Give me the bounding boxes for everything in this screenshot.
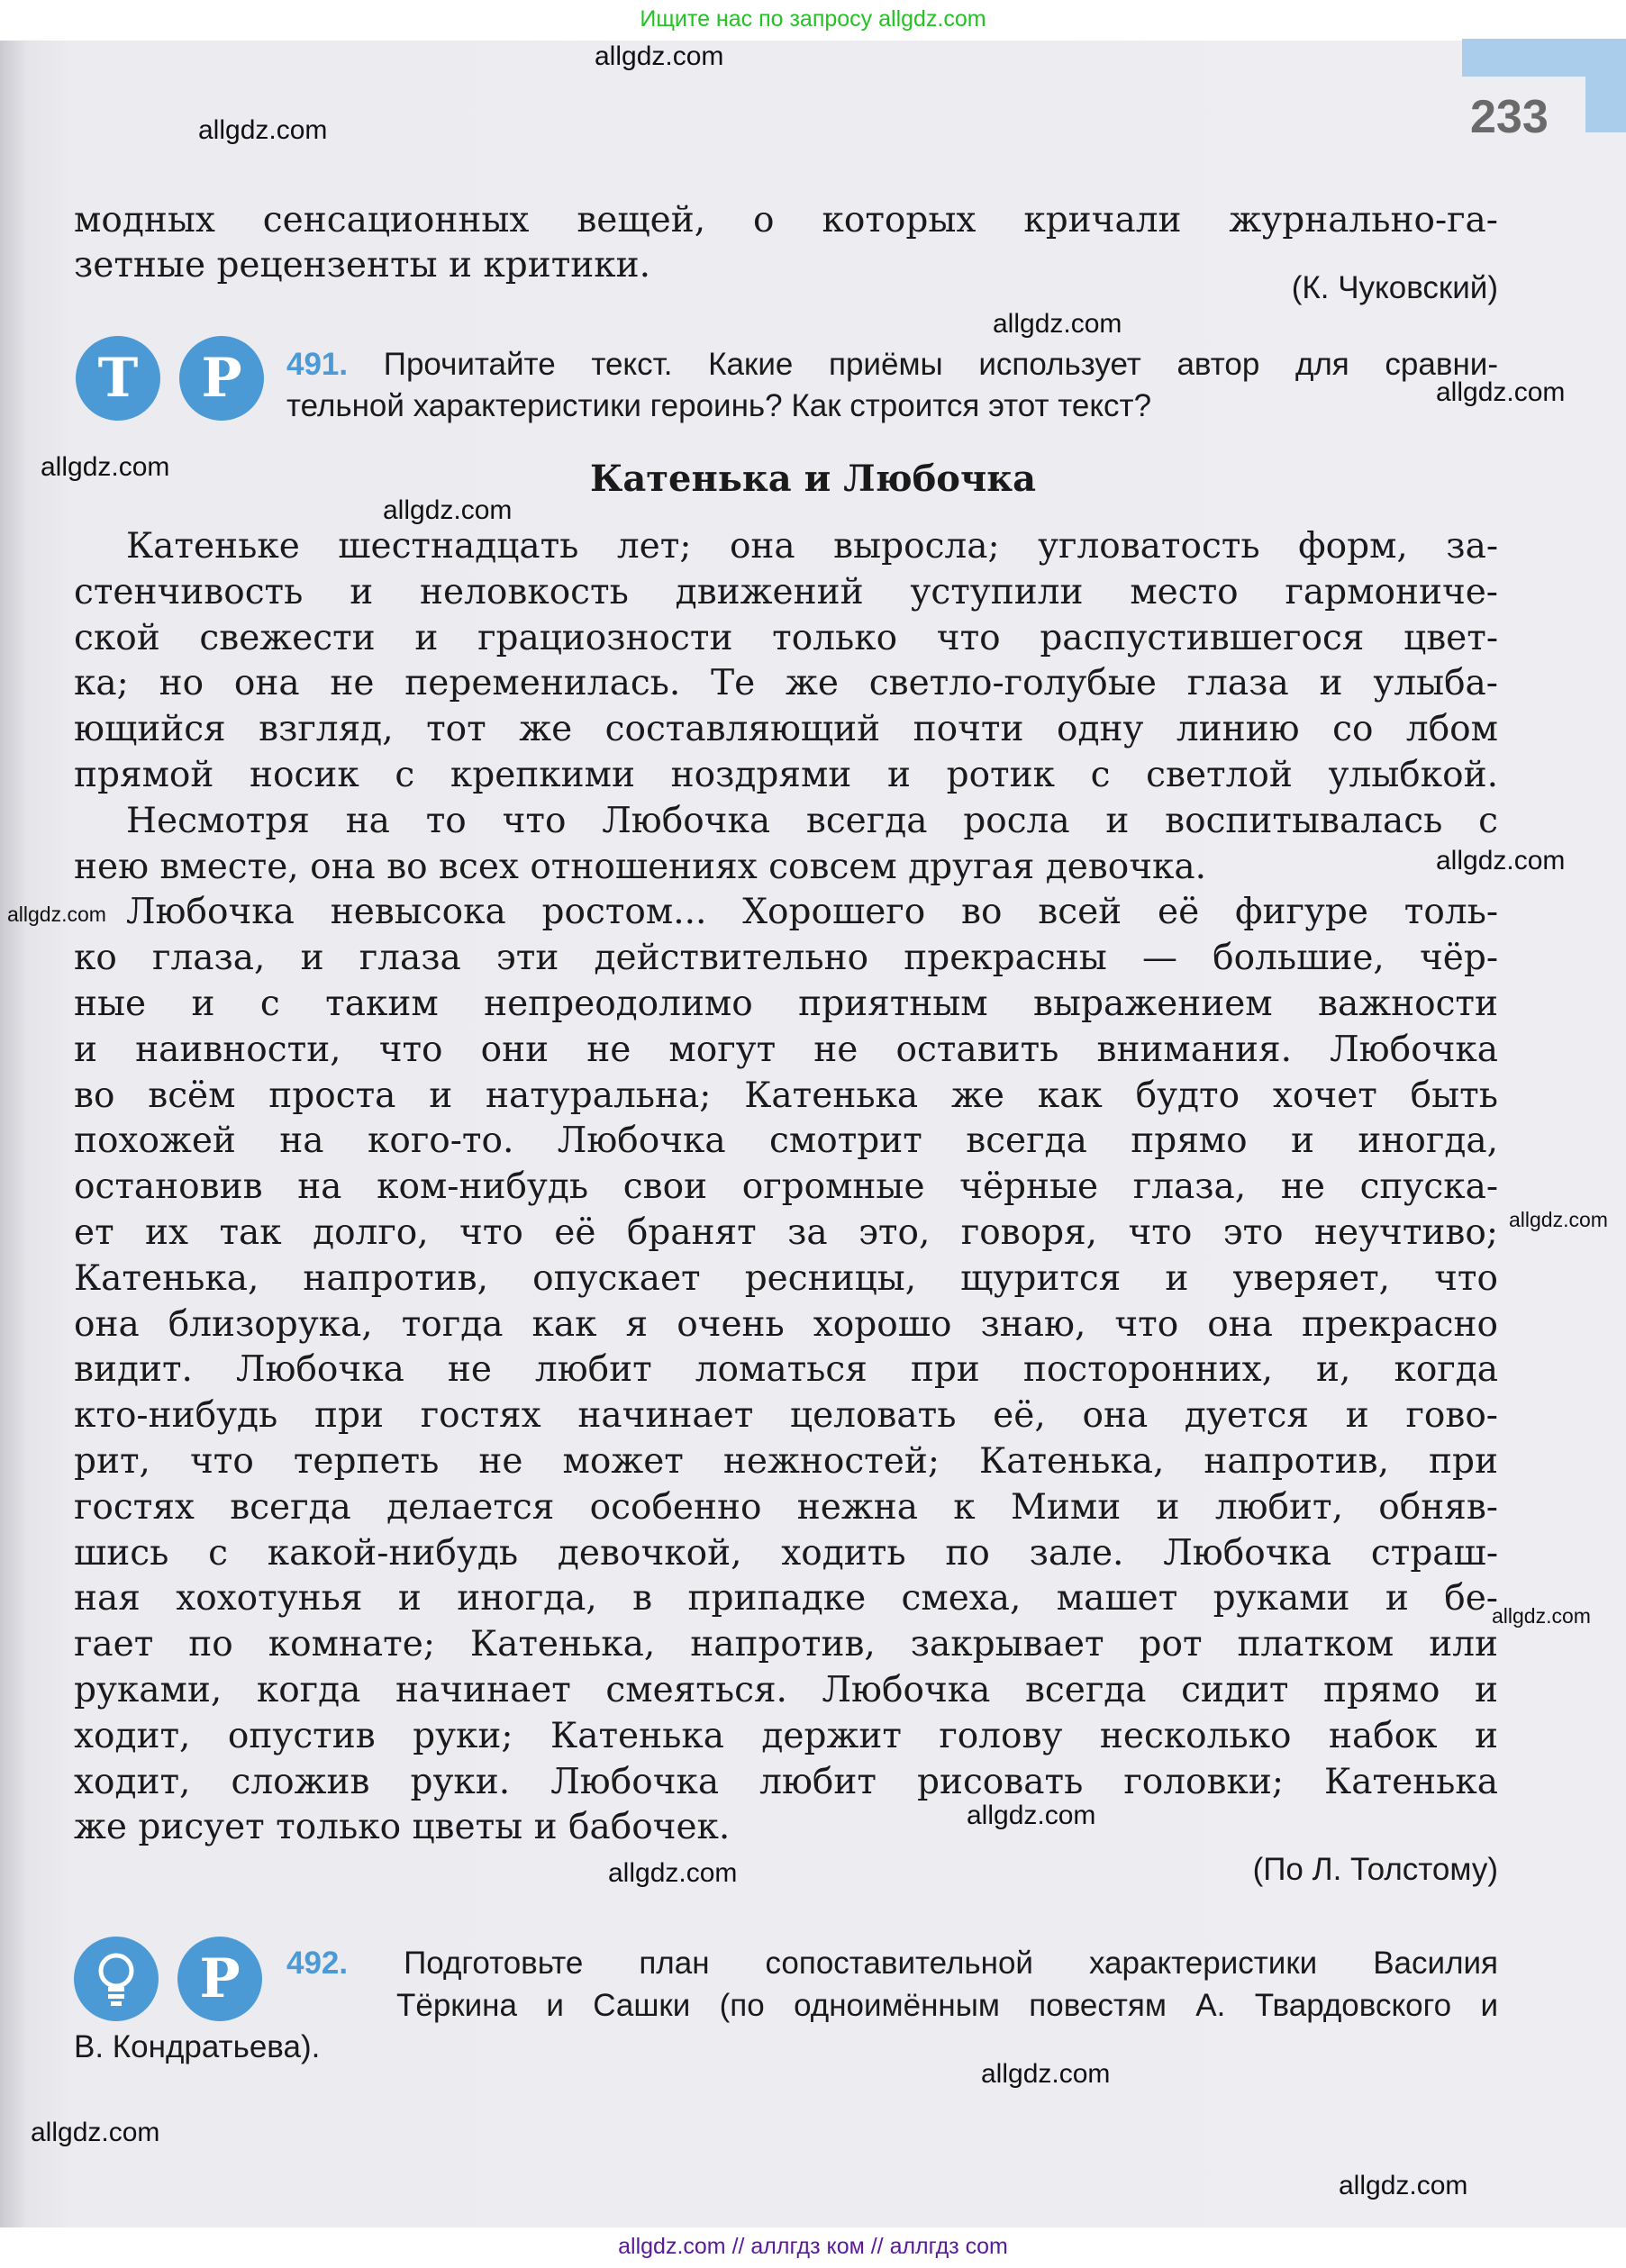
story-line: ходит, опустив руки; Катенька держит голову несколько набок и [74, 1715, 1498, 1756]
task-text: Прочитайте текст. Какие приёмы использует автор для сравни- [383, 347, 1498, 382]
story-line: Любочка невысока ростом... Хорошего во всей её фигуре толь- [126, 892, 1498, 933]
story-line: же рисует только цветы и бабочек. [74, 1807, 731, 1848]
story-line: гостях всегда делается особенно нежна к Мими и любит, обняв- [74, 1486, 1498, 1528]
story-author: (По Л. Толстому) [1252, 1852, 1498, 1887]
intro-line: зетные рецензенты и критики. [74, 245, 651, 286]
story-line: руками, когда начинает смеяться. Любочка всегда сидит прямо и [74, 1670, 1498, 1710]
watermark-text[interactable]: allgdz.com [41, 452, 170, 482]
watermark-text[interactable]: allgdz.com [608, 1858, 738, 1888]
story-line: ходит, сложив руки. Любочка любит рисовать головки; Катенька [74, 1761, 1498, 1802]
story-line: ет их так долго, что её бранят за это, говоря, что это неучтиво; [74, 1212, 1498, 1253]
bottom-banner-text[interactable]: allgdz.com // аллгдз ком // аллгдз com [618, 2234, 1008, 2259]
task-491-line: тельной характеристики героинь? Как строится этот текст? [286, 388, 1152, 423]
story-line: остановив на ком-нибудь свои огромные чёрные глаза, не спуска- [74, 1166, 1498, 1208]
story-line: прямой носик с крепкими ноздрями и ротик с светлой улыбкой. [74, 755, 1498, 795]
badge-t-icon: Т [76, 336, 160, 421]
page-number: 233 [1470, 91, 1549, 143]
story-line: стенчивость и неловкость движений уступили место гармониче- [74, 571, 1498, 612]
intro-line: модных сенсационных вещей, о которых кричали журнально-га- [74, 200, 1498, 240]
story-line: видит. Любочка не любит ломаться при посторонних, и, когда [74, 1349, 1498, 1391]
story-line: Катенька, напротив, опускает ресницы, щурится и уверяет, что [74, 1257, 1498, 1299]
story-line: во всём проста и натуральна; Катенька же как будто хочет быть [74, 1075, 1498, 1116]
task-492-line: В. Кондратьева). [74, 2029, 321, 2064]
story-line: шись с какой-нибудь девочкой, ходить по зале. Любочка страш- [74, 1532, 1498, 1574]
intro-author: (К. Чуковский) [1291, 270, 1498, 305]
story-line: она близорука, тогда как я очень хорошо знаю, что она прекрасно [74, 1303, 1498, 1345]
story-line: ная хохотунья и иногда, в припадке смеха, машет руками и бе- [74, 1578, 1498, 1619]
watermark-text[interactable]: allgdz.com [595, 41, 724, 71]
badge-r-icon: Р [179, 336, 264, 421]
watermark-text[interactable]: allgdz.com [1492, 1604, 1591, 1628]
watermark-text[interactable]: allgdz.com [967, 1801, 1096, 1830]
task-492-line: Тёркина и Сашки (по одноимённым повестям А. Твардовского и [396, 1988, 1498, 2023]
story-line: и наивности, что они не могут не оставить внимания. Любочка [74, 1029, 1498, 1070]
watermark-text[interactable]: allgdz.com [1339, 2171, 1468, 2200]
watermark-text[interactable]: allgdz.com [1436, 846, 1566, 875]
lightbulb-icon [74, 1937, 159, 2021]
story-title: Катенька и Любочка [589, 458, 1037, 500]
page-tab-decoration [1585, 77, 1626, 132]
story-line: нею вместе, она во всех отношениях совсем другая девочка. [74, 846, 1207, 887]
watermark-text[interactable]: allgdz.com [993, 309, 1122, 339]
story-line: ко глаза, и глаза эти действительно прекрасны — большие, чёр- [74, 938, 1498, 979]
story-line: ка; но она не переменилась. Те же светло-голубые глаза и улыба- [74, 663, 1498, 704]
watermark-text[interactable]: allgdz.com [31, 2118, 160, 2147]
task-text: Подготовьте план сопоставительной характеристики Василия [404, 1946, 1498, 1981]
story-line: ской свежести и грациозности только что распустившегося цвет- [74, 617, 1498, 658]
story-line: похожей на кого-то. Любочка смотрит всегда прямо и иногда, [74, 1120, 1498, 1162]
bottom-banner [0, 2227, 1626, 2268]
story-line: ные и с таким непреодолимо приятным выражением важности [74, 984, 1498, 1024]
story-line: гает по комнате; Катенька, напротив, закрывает рот платком или [74, 1624, 1498, 1665]
top-banner-text[interactable]: Ищите нас по запросу allgdz.com [640, 6, 986, 32]
story-line: Несмотря на то что Любочка всегда росла и воспитывалась с [126, 800, 1498, 841]
page-tab-decoration [1462, 39, 1626, 77]
story-line: рит, что терпеть не может нежностей; Катенька, напротив, при [74, 1441, 1498, 1482]
watermark-text[interactable]: allgdz.com [1436, 377, 1566, 407]
watermark-text[interactable]: allgdz.com [981, 2059, 1111, 2089]
watermark-text[interactable]: allgdz.com [383, 495, 513, 525]
watermark-text[interactable]: allgdz.com [7, 903, 106, 926]
task-number: 492. [286, 1946, 349, 1981]
task-492-line [286, 1946, 1498, 1982]
badge-r-icon: Р [177, 1937, 262, 2021]
story-line: Катеньке шестнадцать лет; она выросла; угловатость форм, за- [126, 526, 1498, 567]
top-banner [0, 0, 1626, 41]
watermark-text[interactable]: allgdz.com [198, 115, 328, 145]
task-491-line [286, 347, 1498, 383]
watermark-text[interactable]: allgdz.com [1509, 1208, 1608, 1231]
task-number: 491. [286, 347, 349, 382]
story-line: кто-нибудь при гостях начинает целовать её, она дуется и гово- [74, 1395, 1498, 1437]
story-line: ющийся взгляд, тот же составляющий почти одну линию со лбом [74, 709, 1498, 750]
